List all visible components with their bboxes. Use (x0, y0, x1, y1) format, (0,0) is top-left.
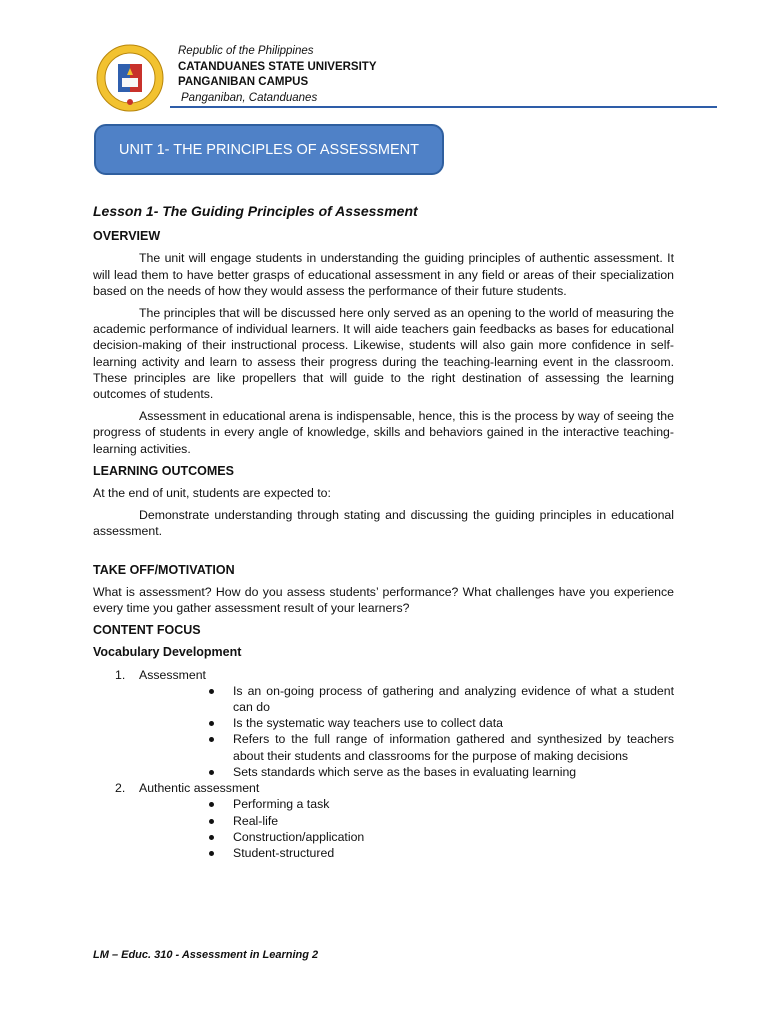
republic-line: Republic of the Philippines (178, 45, 314, 57)
letterhead (178, 44, 377, 106)
vocab-term: Assessment (139, 667, 206, 682)
motivation-paragraph: What is assessment? How do you assess students’ performance? What challenges have you experience every time you gather assessment result of your learners? (93, 584, 674, 616)
overview-heading: OVERVIEW (93, 229, 161, 244)
overview-paragraph: Assessment in educational arena is indispensable, hence, this is the process by way of seeing the progress of students in every angle of knowledge, skills and behaviors gained in the interactive teaching-learning activities. (93, 409, 674, 456)
lesson-title: Lesson 1- The Guiding Principles of Assessment (93, 203, 418, 219)
list-item (233, 683, 674, 715)
list-item (93, 667, 674, 683)
motivation-heading: TAKE OFF/MOTIVATION (93, 562, 235, 577)
bullet-list (93, 796, 674, 861)
list-number: 2. (115, 781, 126, 796)
bullet-icon (209, 721, 214, 726)
list-item (233, 813, 674, 829)
spacer (93, 546, 674, 562)
vocabulary-list (93, 780, 674, 796)
vocab-term: Authentic assessment (139, 781, 260, 796)
list-number: 1. (115, 667, 126, 682)
list-item (93, 780, 674, 796)
bullet-text: Real-life (233, 813, 279, 828)
content-focus-heading: CONTENT FOCUS (93, 623, 201, 638)
bullet-text: Is an on-going process of gathering and analyzing evidence of what a student can do (233, 683, 674, 715)
list-item (233, 715, 674, 731)
vocabulary-list (93, 667, 674, 683)
bullet-icon (209, 802, 214, 807)
learning-outcomes-heading: LEARNING OUTCOMES (93, 463, 234, 478)
campus-name: PANGANIBAN CAMPUS (178, 76, 309, 88)
campus-location: Panganiban, Catanduanes (181, 91, 318, 104)
bullet-icon (209, 689, 214, 694)
bullet-icon (209, 835, 214, 840)
unit-title-banner: UNIT 1- THE PRINCIPLES OF ASSESSMENT (94, 124, 444, 175)
university-name: CATANDUANES STATE UNIVERSITY (178, 60, 377, 73)
bullet-text: Performing a task (233, 797, 330, 812)
bullet-icon (209, 737, 214, 742)
bullet-icon (209, 770, 214, 775)
bullet-text: Sets standards which serve as the bases in evaluating learning (233, 764, 577, 779)
outcomes-paragraph: Demonstrate understanding through stating and discussing the guiding principles in educational assessment. (93, 508, 674, 539)
page-footer: LM – Educ. 310 - Assessment in Learning 2 (93, 949, 319, 961)
bullet-list (93, 683, 674, 780)
overview-paragraph: The principles that will be discussed here only served as an opening to the world of measuring the academic performance of individual learners. It will aide teachers gain feedbacks as bases for educational decision-making of their instructional process. Likewise, students will also gain more confidence in self-learning activity and learn to assess their progress during the teaching-learning event in the classroom. These principles are like propellers that will guide to the right destination of assessing the learning outcomes of students. (93, 306, 674, 402)
header-divider (170, 106, 717, 108)
bullet-text: Is the systematic way teachers use to collect data (233, 716, 503, 731)
list-item (233, 796, 674, 812)
bullet-text: Refers to the full range of information gathered and synthesized by teachers about their students and classrooms for the purpose of making decisions (233, 732, 674, 763)
university-seal-icon (96, 44, 164, 112)
bullet-text: Construction/application (233, 829, 365, 844)
overview-paragraph: The unit will engage students in understanding the guiding principles of authentic assessment. It will lead them to have better grasps of educational assessment in any field or areas of their specialization based on the needs of how they would assess the performance of their future students. (93, 251, 674, 298)
list-item (233, 845, 674, 861)
bullet-icon (209, 851, 214, 856)
main-content (93, 200, 674, 861)
vocabulary-subheading: Vocabulary Development (93, 645, 242, 660)
list-item (233, 764, 674, 780)
outcomes-intro: At the end of unit, students are expected to: (93, 486, 331, 501)
list-item (233, 829, 674, 845)
bullet-text: Student-structured (233, 845, 335, 860)
list-item (233, 731, 674, 763)
bullet-icon (209, 819, 214, 824)
